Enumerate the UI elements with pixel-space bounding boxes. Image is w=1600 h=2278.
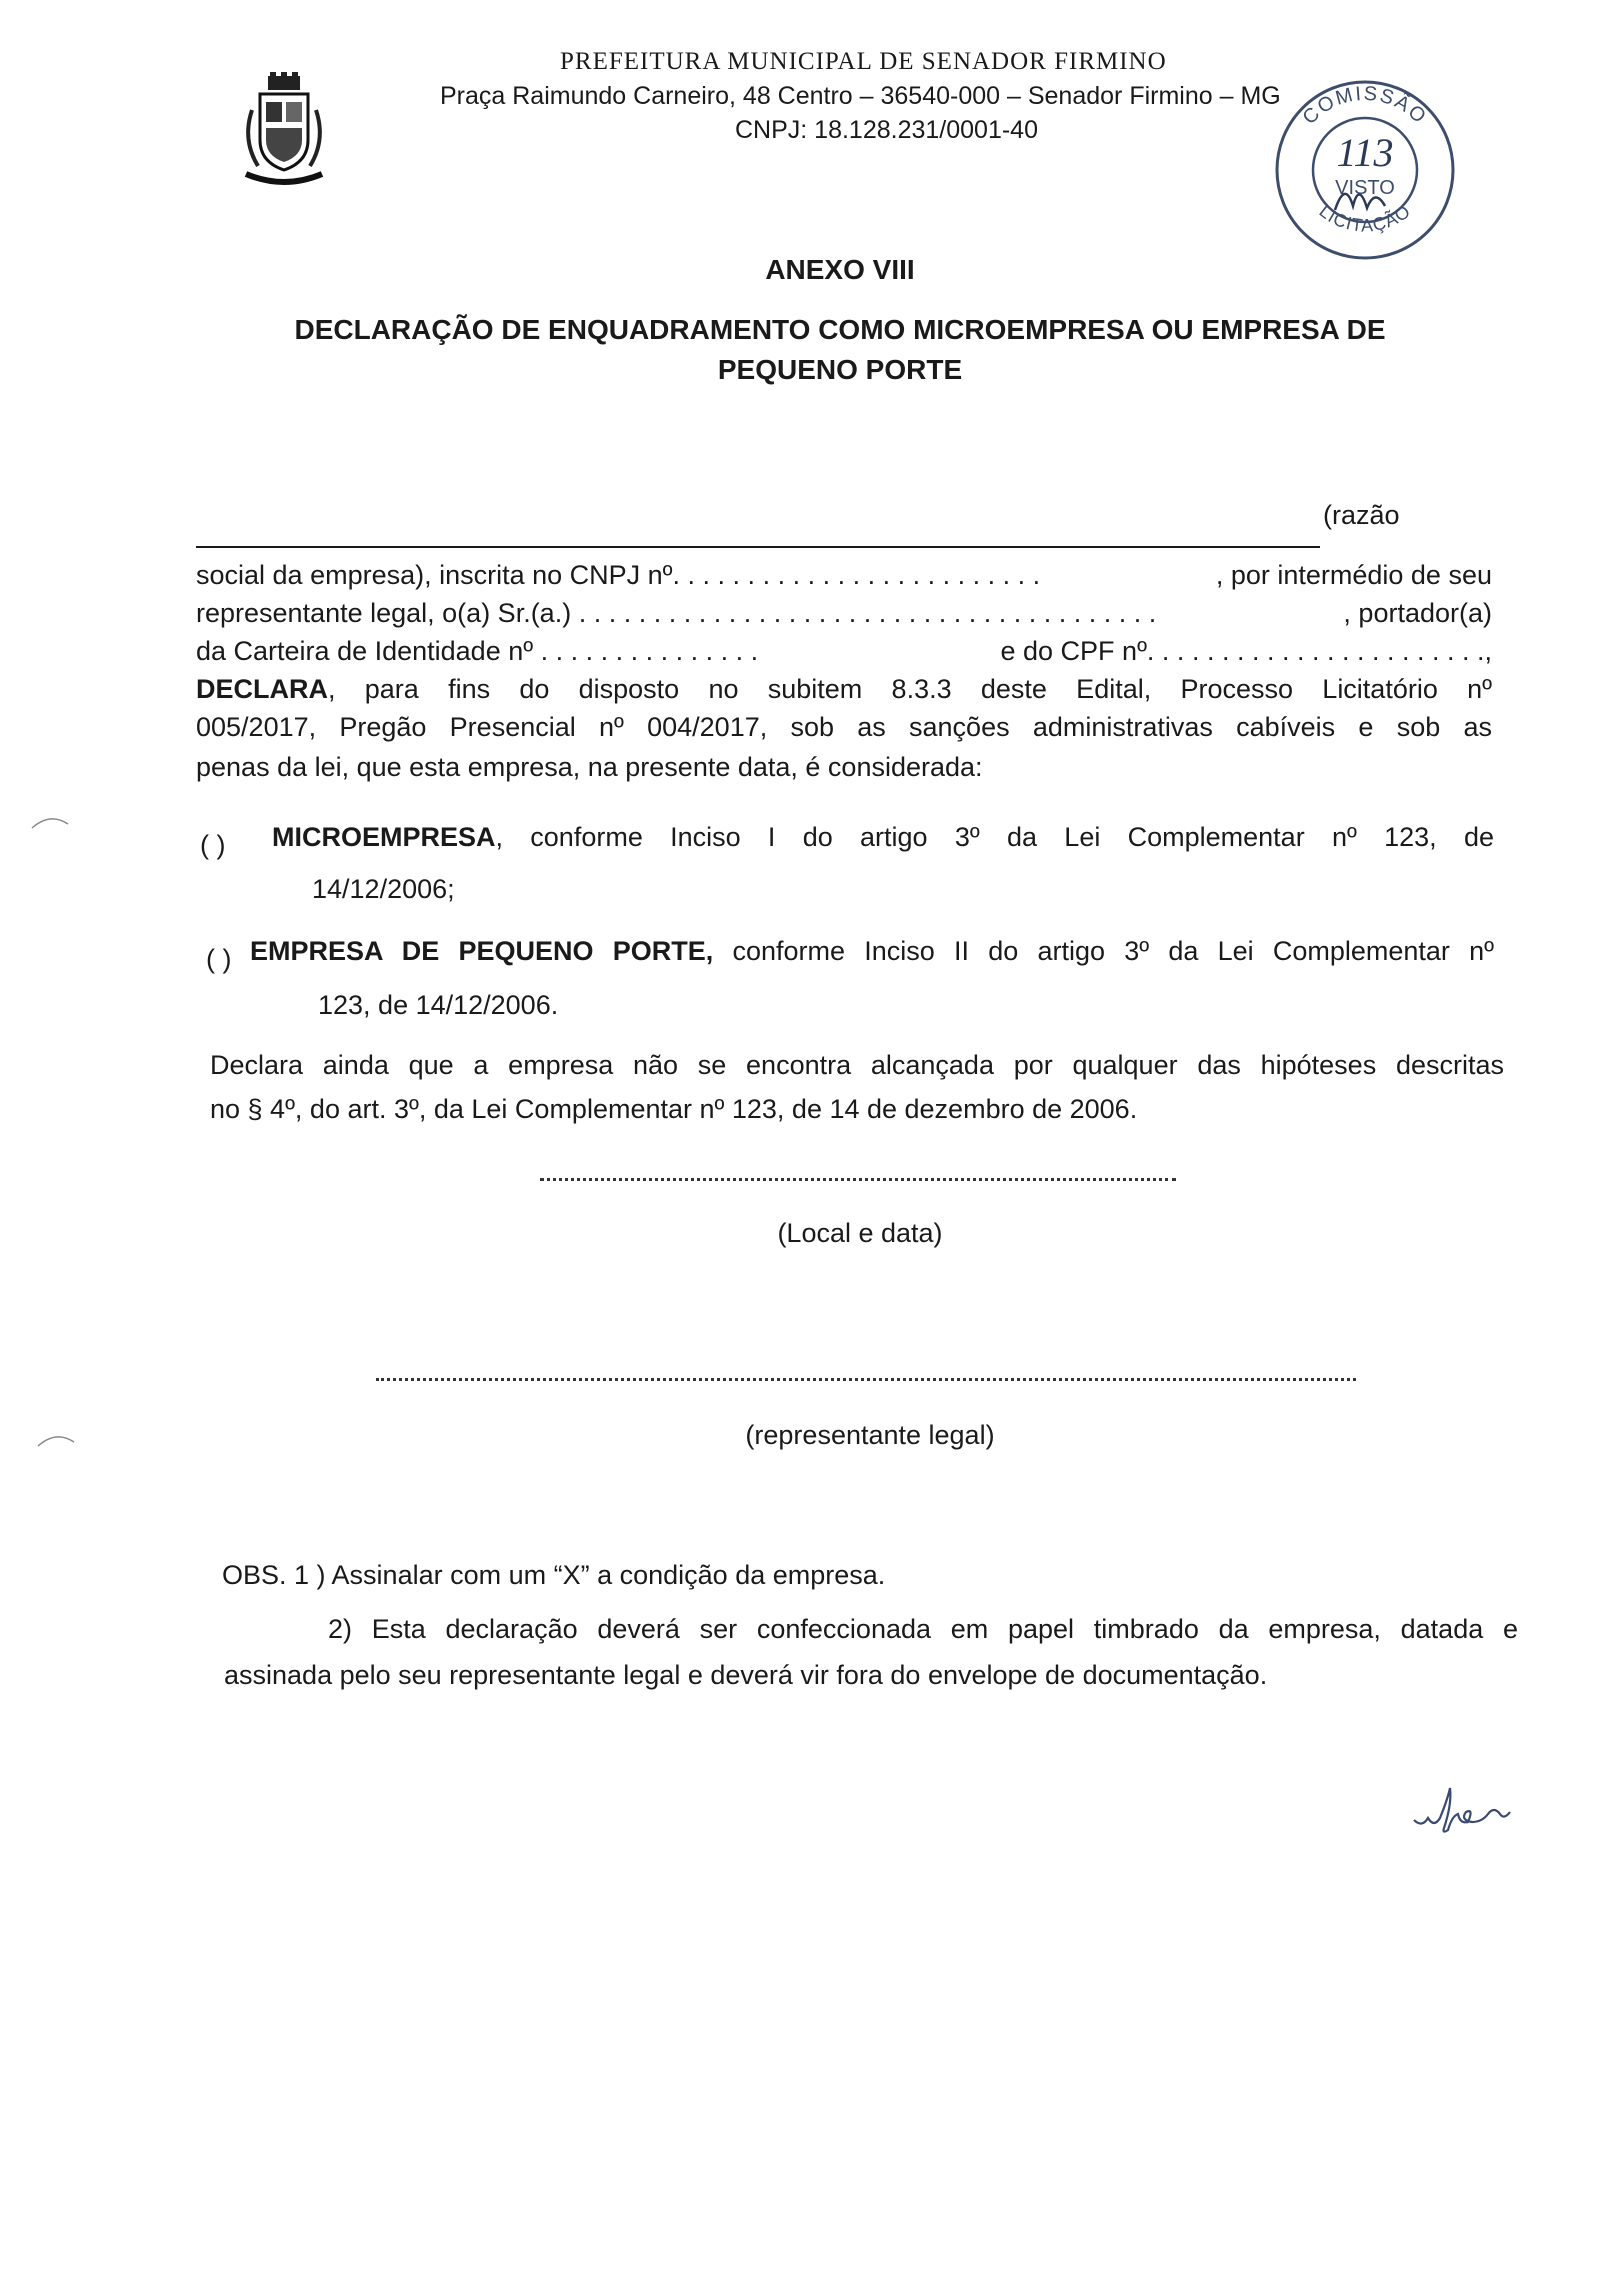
header-address: Praça Raimundo Carneiro, 48 Centro – 36540-000 – Senador Firmino – MG xyxy=(440,82,1281,110)
obs-2-line2: assinada pelo seu representante legal e deverá vir fora do envelope de documentação. xyxy=(224,1660,1268,1690)
commission-stamp xyxy=(1265,70,1465,270)
epp-bold: EMPRESA DE PEQUENO PORTE, xyxy=(250,936,714,966)
cnpj-blank-text: social da empresa), inscrita no CNPJ nº. . . . . . . . . . . . . . . . . . . . . . . . . xyxy=(196,560,1041,590)
paragraph-line-6: penas da lei, que esta empresa, na presente data, é considerada: xyxy=(196,752,983,782)
razao-label: (razão xyxy=(1323,500,1400,530)
paragraph-line-1 xyxy=(196,560,1492,591)
annex-title: ANEXO VIII xyxy=(765,254,915,285)
handwritten-rubric xyxy=(1410,1780,1550,1840)
declara-ainda-line1: Declara ainda que a empresa não se encontra alcançada por qualquer das hipóteses descritas xyxy=(210,1050,1504,1080)
microempresa-date: 14/12/2006; xyxy=(312,874,455,904)
paragraph-line-4 xyxy=(196,674,1492,705)
portador-text: , portador(a) xyxy=(1343,598,1492,628)
declaration-title-line2: PEQUENO PORTE xyxy=(717,354,963,385)
margin-mark xyxy=(36,1430,76,1450)
declara-rest: , para fins do disposto no subitem 8.3.3 deste Edital, Processo Licitatório nº xyxy=(328,674,1492,704)
epp-line xyxy=(250,936,1494,967)
obs-1: OBS. 1 ) Assinalar com um “X” a condição da empresa. xyxy=(222,1560,886,1590)
paragraph-line-2 xyxy=(196,598,1492,629)
stamp-visto: VISTO xyxy=(1335,177,1395,199)
declara-ainda-line2: no § 4º, do art. 3º, da Lei Complementar nº 123, de 14 de dezembro de 2006. xyxy=(210,1094,1138,1124)
microempresa-checkbox: ( ) xyxy=(200,830,226,860)
margin-mark xyxy=(30,812,70,832)
svg-text:LICITAÇÃO xyxy=(1315,201,1414,236)
local-data-label: (Local e data) xyxy=(777,1218,943,1248)
representante-blank-text: representante legal, o(a) Sr.(a.) . . . . . . . . . . . . . . . . . . . . . . . . . . . . . . . . . . . . . . . xyxy=(196,598,1157,628)
identidade-blank-text: da Carteira de Identidade nº . . . . . . . . . . . . . . . xyxy=(196,636,759,666)
svg-text:COMISSÃO xyxy=(1299,83,1432,129)
header-prefeitura: PREFEITURA MUNICIPAL DE SENADOR FIRMINO xyxy=(560,48,1167,75)
cpf-blank-text: e do CPF nº. . . . . . . . . . . . . . . . . . . . . . ., xyxy=(1000,636,1492,666)
header-cnpj: CNPJ: 18.128.231/0001-40 xyxy=(735,116,1038,144)
obs-2-line1: 2) Esta declaração deverá ser confeccionada em papel timbrado da empresa, datada e xyxy=(328,1614,1518,1644)
microempresa-bold: MICROEMPRESA xyxy=(272,822,496,852)
company-name-rule xyxy=(196,546,1320,548)
declaration-title-line1: DECLARAÇÃO DE ENQUADRAMENTO COMO MICROEMPRESA OU EMPRESA DE xyxy=(294,314,1386,345)
representante-label: (representante legal) xyxy=(745,1420,995,1450)
declara-bold: DECLARA xyxy=(196,674,328,704)
stamp-top-text: COMISSÃO xyxy=(1298,82,1432,129)
intermedio-text: , por intermédio de seu xyxy=(1215,560,1492,590)
local-data-dotted-line xyxy=(540,1178,1176,1181)
microempresa-line xyxy=(272,822,1494,853)
stamp-number: 113 xyxy=(1336,130,1394,175)
municipal-crest-icon xyxy=(238,70,330,190)
epp-rest: conforme Inciso II do artigo 3º da Lei Complementar nº xyxy=(713,936,1494,966)
epp-date: 123, de 14/12/2006. xyxy=(318,990,559,1020)
paragraph-line-5: 005/2017, Pregão Presencial nº 004/2017, sob as sanções administrativas cabíveis e sob as xyxy=(196,712,1492,742)
microempresa-rest: , conforme Inciso I do artigo 3º da Lei Complementar nº 123, de xyxy=(495,822,1494,852)
paragraph-line-3 xyxy=(196,636,1492,667)
signature-dotted-line xyxy=(376,1378,1356,1381)
epp-checkbox: ( ) xyxy=(206,944,232,974)
stamp-bottom-text: LICITAÇÃO xyxy=(1315,200,1415,236)
